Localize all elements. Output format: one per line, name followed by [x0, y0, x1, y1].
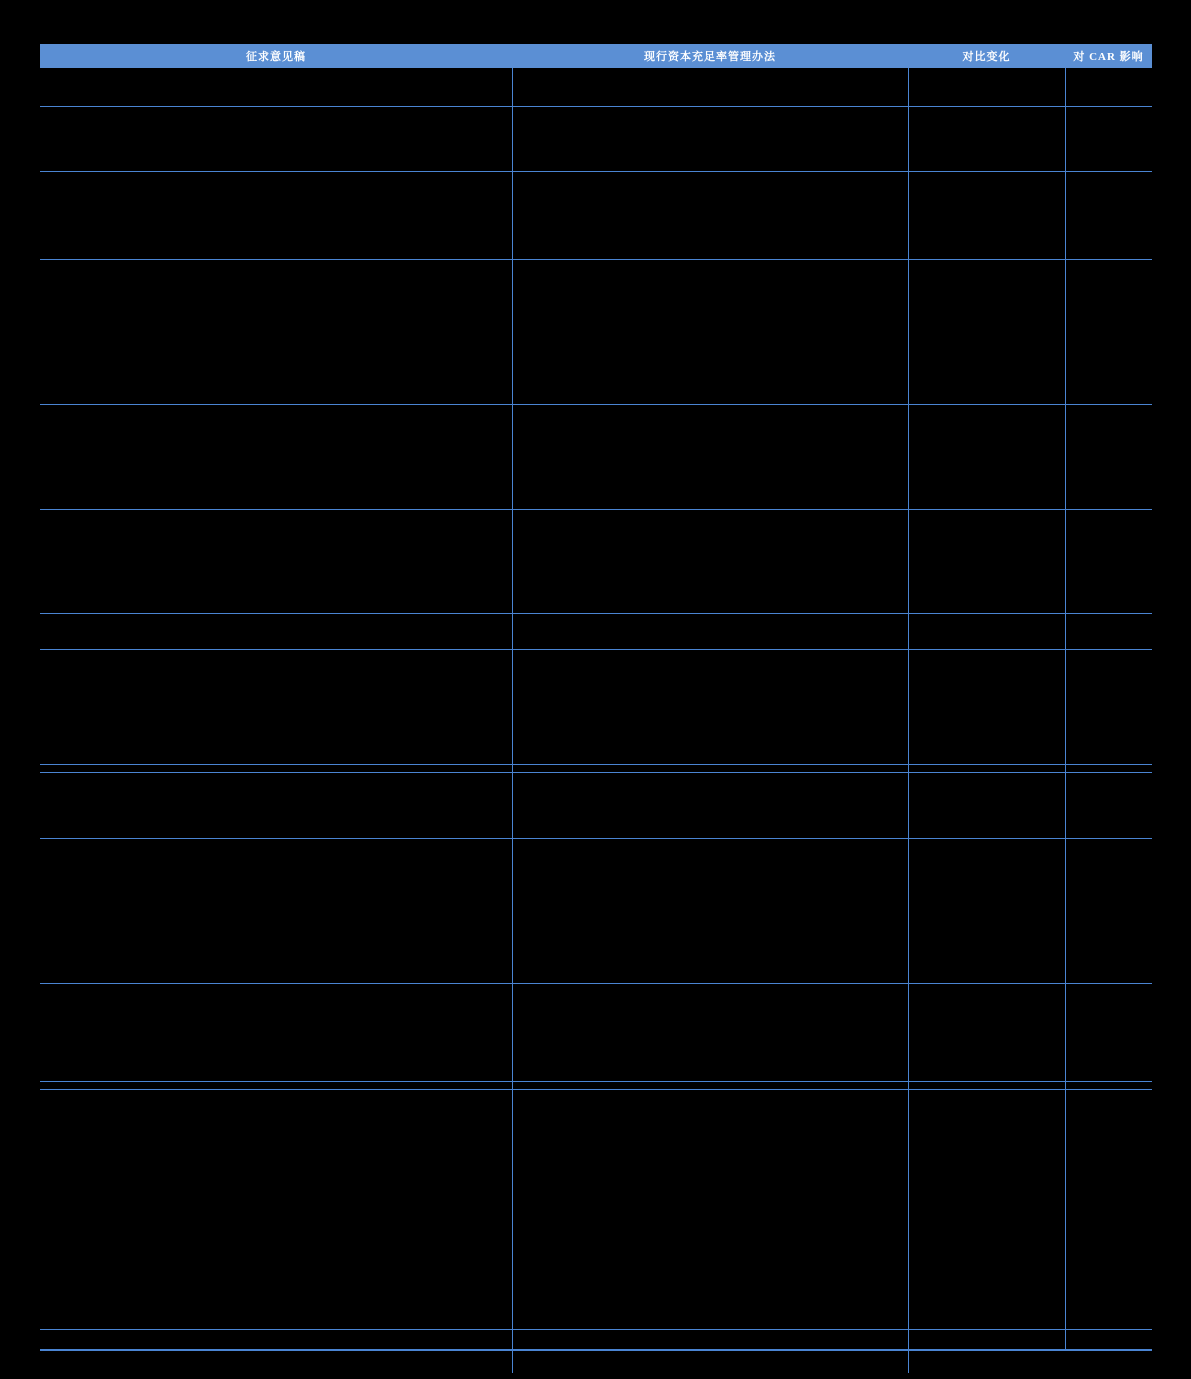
cell-change — [908, 68, 1065, 106]
table-row — [40, 68, 1152, 106]
cell-draft — [40, 1081, 512, 1089]
cell-change — [908, 404, 1065, 509]
column-header-draft: 征求意见稿 — [40, 44, 512, 68]
cell-draft — [40, 983, 512, 1081]
cell-current — [512, 1081, 908, 1089]
cell-current — [512, 1089, 908, 1329]
cell-draft — [40, 509, 512, 613]
cell-current — [512, 404, 908, 509]
column-divider-3 — [1065, 68, 1066, 988]
column-header-changes: 对比变化 — [908, 44, 1065, 68]
cell-draft — [40, 68, 512, 106]
column-divider-3b — [1065, 1010, 1066, 1350]
table-row — [40, 613, 1152, 649]
table-row — [40, 649, 1152, 764]
cell-draft — [40, 404, 512, 509]
column-divider-1 — [512, 68, 513, 1373]
cell-change — [908, 106, 1065, 171]
table-header — [40, 44, 1152, 68]
cell-draft — [40, 649, 512, 764]
cell-current — [512, 509, 908, 613]
column-header-current-rules: 现行资本充足率管理办法 — [512, 44, 908, 68]
cell-impact — [1065, 259, 1152, 404]
cell-impact — [1065, 983, 1152, 1081]
table-row — [40, 259, 1152, 404]
table-bottom-rule — [40, 1349, 1152, 1351]
cell-change — [908, 613, 1065, 649]
cell-impact — [1065, 838, 1152, 983]
column-divider-2 — [908, 68, 909, 1373]
cell-change — [908, 764, 1065, 772]
cell-current — [512, 68, 908, 106]
cell-change — [908, 1081, 1065, 1089]
cell-impact — [1065, 171, 1152, 259]
cell-current — [512, 983, 908, 1081]
table-row — [40, 1089, 1152, 1329]
cell-impact — [1065, 404, 1152, 509]
comparison-table — [40, 44, 1152, 1330]
cell-draft — [40, 772, 512, 838]
cell-change — [908, 171, 1065, 259]
cell-impact — [1065, 1081, 1152, 1089]
table-body — [40, 68, 1152, 1329]
cell-impact — [1065, 613, 1152, 649]
cell-draft — [40, 764, 512, 772]
cell-current — [512, 171, 908, 259]
table-row — [40, 404, 1152, 509]
table-header-row — [40, 44, 1152, 68]
comparison-table-container — [40, 44, 1152, 1330]
cell-current — [512, 649, 908, 764]
cell-change — [908, 1089, 1065, 1329]
cell-draft — [40, 1089, 512, 1329]
table-row — [40, 772, 1152, 838]
cell-current — [512, 838, 908, 983]
cell-current — [512, 764, 908, 772]
cell-impact — [1065, 649, 1152, 764]
cell-draft — [40, 171, 512, 259]
cell-current — [512, 613, 908, 649]
cell-change — [908, 838, 1065, 983]
cell-impact — [1065, 106, 1152, 171]
table-row — [40, 106, 1152, 171]
cell-impact — [1065, 772, 1152, 838]
table-row — [40, 1081, 1152, 1089]
table-row — [40, 983, 1152, 1081]
cell-draft — [40, 613, 512, 649]
cell-current — [512, 259, 908, 404]
table-row — [40, 171, 1152, 259]
cell-current — [512, 772, 908, 838]
cell-impact — [1065, 1089, 1152, 1329]
cell-change — [908, 259, 1065, 404]
cell-impact — [1065, 509, 1152, 613]
cell-draft — [40, 259, 512, 404]
cell-change — [908, 509, 1065, 613]
column-header-car-impact: 对 CAR 影响 — [1065, 44, 1152, 68]
table-row — [40, 764, 1152, 772]
table-row — [40, 509, 1152, 613]
cell-draft — [40, 838, 512, 983]
table-row — [40, 838, 1152, 983]
cell-change — [908, 983, 1065, 1081]
cell-draft — [40, 106, 512, 171]
cell-change — [908, 772, 1065, 838]
cell-impact — [1065, 764, 1152, 772]
cell-impact — [1065, 68, 1152, 106]
cell-current — [512, 106, 908, 171]
cell-change — [908, 649, 1065, 764]
